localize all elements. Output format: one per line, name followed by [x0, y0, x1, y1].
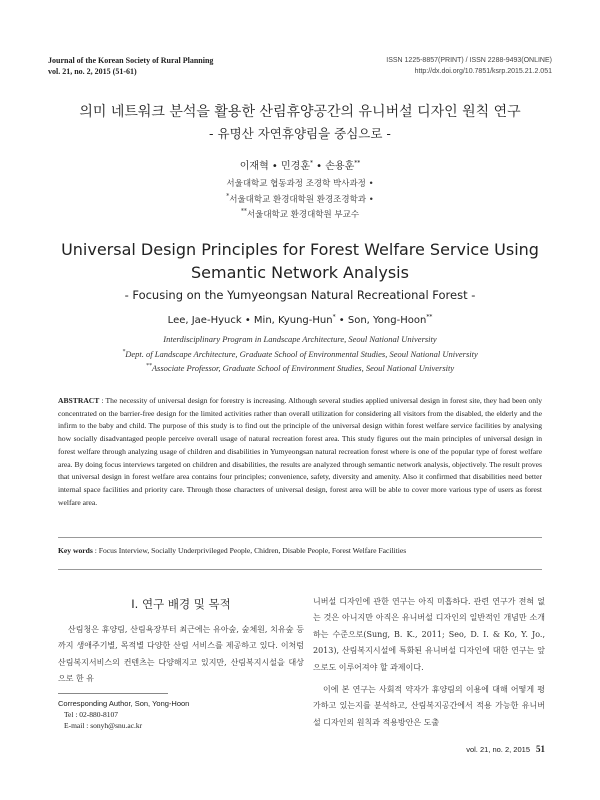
korean-affiliation-3	[0, 208, 600, 220]
corresponding-author: Corresponding Author, Son, Yong-Hoon	[58, 699, 190, 708]
english-affiliation-2	[0, 349, 600, 359]
korean-title: 의미 네트워크 분석을 활용한 산림휴양공간의 유니버설 디자인 원칙 연구	[79, 104, 521, 120]
english-title-line-2: Semantic Network Analysis	[191, 263, 409, 282]
author-separator: •	[335, 315, 348, 326]
keywords-separator: :	[92, 546, 99, 555]
korean-author-2: 민경훈	[281, 161, 310, 172]
korean-affiliation-1: 서울대학교 협동과정 조경학 박사과정 •	[226, 179, 374, 189]
author-mark: *	[332, 313, 336, 321]
footer-issue: vol. 21, no. 2, 2015	[466, 745, 530, 754]
keywords-text: Focus Interview, Socially Underprivileged People, Chidren, Disable People, Forest Welfare Facilities	[98, 546, 407, 555]
body-column-right	[313, 594, 545, 731]
journal-name: Journal of the Korean Society of Rural Planning	[48, 56, 214, 65]
body-paragraph: 니버설 디자인에 관한 연구는 아직 미흡하다. 관련 연구가 전혀 없는 것은 아니지만 아직은 유니버설 디자인의 일반적인 개념만 소개하는 수준으로(Sung, B. K., 2011; Seo, D. I. & Ko, Y. Jo., 2013), 산림복지시설에 특화된 유니버설 디자인에 대한 연구는 앞으로도 이루어져야 할 과제이다.	[313, 597, 545, 672]
doi-link[interactable]: http://dx.doi.org/10.7851/ksrp.2015.21.2.051	[414, 68, 552, 75]
page-number: 51	[536, 744, 545, 754]
author-tel: Tel : 02-880-8107	[64, 710, 119, 719]
abstract-text: The necessity of universal design for forestry is increasing. Although several studies applied universal design in forest site, they had been only concentrated on the barrier-free design for the limited activities rather than overall utilization for considering all visitors from the disabled, the elderly and the infirm to the baby and child. The purpose of this study is to find out the principle of the universal design within forest welfare service facilities by analysing how socially disadvantaged people perceive overall usage of natural recreation forest area. This study figures out the main principles of universal design in forest welfare through analyzing usage of children and disabilities in Yumyeongsan natural recreation forest where is one of the popular type of forest welfare area. By doing focus interviews targeted on children and disabilities, the results are analyzed through semantic network analysis, objectively. The result proves that universal design in forest welfare area contains four principles; convenience, safety, diversity and amenity. Also it confirmed that disabilities need better internal space facilities and priority care. Through those characters of universal design, forest area will be able to cover more various type of users as forest welfare area.	[58, 396, 542, 507]
affiliation-text: 서울대학교 환경대학원 환경조경학과 •	[229, 195, 374, 205]
english-author-2: Min, Kyung-Hun	[253, 315, 333, 326]
keywords-bottom-rule	[58, 569, 542, 570]
corresponding-author-footnote	[58, 698, 189, 731]
issn-header	[292, 55, 552, 77]
affiliation-text: 서울대학교 환경대학원 부교수	[246, 210, 360, 220]
korean-affiliation-2	[0, 193, 600, 205]
affiliation-mark: *	[226, 193, 230, 201]
body-paragraph: 이에 본 연구는 사회적 약자가 휴양림의 이용에 대해 어떻게 평가하고 있는지를 분석하고, 산림복지공간에서 적용 가능한 유니버설 디자인의 원칙과 적용방안은 도출	[313, 685, 545, 727]
english-affiliation-3	[0, 363, 600, 373]
author-separator: •	[241, 315, 254, 326]
korean-authors	[0, 157, 600, 172]
english-affiliation-1: Interdisciplinary Program in Landscape Architecture, Seoul National University	[163, 334, 437, 344]
affiliation-mark: *	[122, 349, 126, 356]
affiliation-mark: **	[145, 363, 152, 370]
page-footer	[466, 744, 545, 754]
english-author-1: Lee, Jae-Hyuck	[167, 315, 242, 326]
abstract-separator: :	[99, 396, 106, 405]
english-title-line-1: Universal Design Principles for Forest Welfare Service Using	[61, 240, 539, 259]
body-column-left	[58, 622, 304, 688]
korean-subtitle: - 유명산 자연휴양림을 중심으로 -	[209, 126, 391, 141]
author-mark: **	[354, 159, 361, 167]
journal-header	[48, 55, 308, 77]
keywords	[58, 546, 542, 555]
affiliation-mark: **	[240, 208, 247, 216]
section-heading: I. 연구 배경 및 목적	[131, 597, 231, 611]
author-email[interactable]: E-mail : sonyh@snu.ac.kr	[64, 721, 143, 730]
english-author-3: Son, Yong-Hoon	[347, 315, 427, 326]
author-separator: •	[312, 161, 326, 172]
abstract	[58, 395, 542, 509]
author-mark: *	[309, 159, 313, 167]
body-paragraph: 산림청은 휴양림, 산림욕장부터 최근에는 유아숲, 숲체원, 치유숲 등까지 생애주기별, 목적별 다양한 산림 서비스를 제공하고 있다. 이처럼 산림복지서비스의 컨텐츠는 다양해지고 있지만, 산림복지시설을 대상으로 한 유	[58, 625, 304, 684]
english-subtitle: - Focusing on the Yumyeongsan Natural Recreational Forest -	[124, 288, 476, 302]
english-title	[0, 238, 600, 284]
korean-author-1: 이재혁	[239, 161, 269, 172]
issn-text: ISSN 1225-8857(PRINT) / ISSN 2288-9493(ONLINE)	[386, 57, 552, 64]
author-separator: •	[268, 161, 281, 172]
english-authors	[0, 315, 600, 326]
keywords-top-rule	[58, 537, 542, 538]
journal-issue: vol. 21, no. 2, 2015 (51-61)	[48, 67, 137, 76]
abstract-label: ABSTRACT	[58, 396, 100, 405]
keywords-label: Key words	[58, 546, 93, 555]
korean-author-3: 손용훈	[325, 161, 355, 172]
author-mark: **	[426, 313, 433, 321]
footnote-rule	[58, 693, 168, 694]
affiliation-text: Dept. of Landscape Architecture, Graduate School of Environmental Studies, Seoul National University	[125, 349, 478, 359]
affiliation-text: Associate Professor, Graduate School of Environment Studies, Seoul National University	[151, 363, 455, 373]
